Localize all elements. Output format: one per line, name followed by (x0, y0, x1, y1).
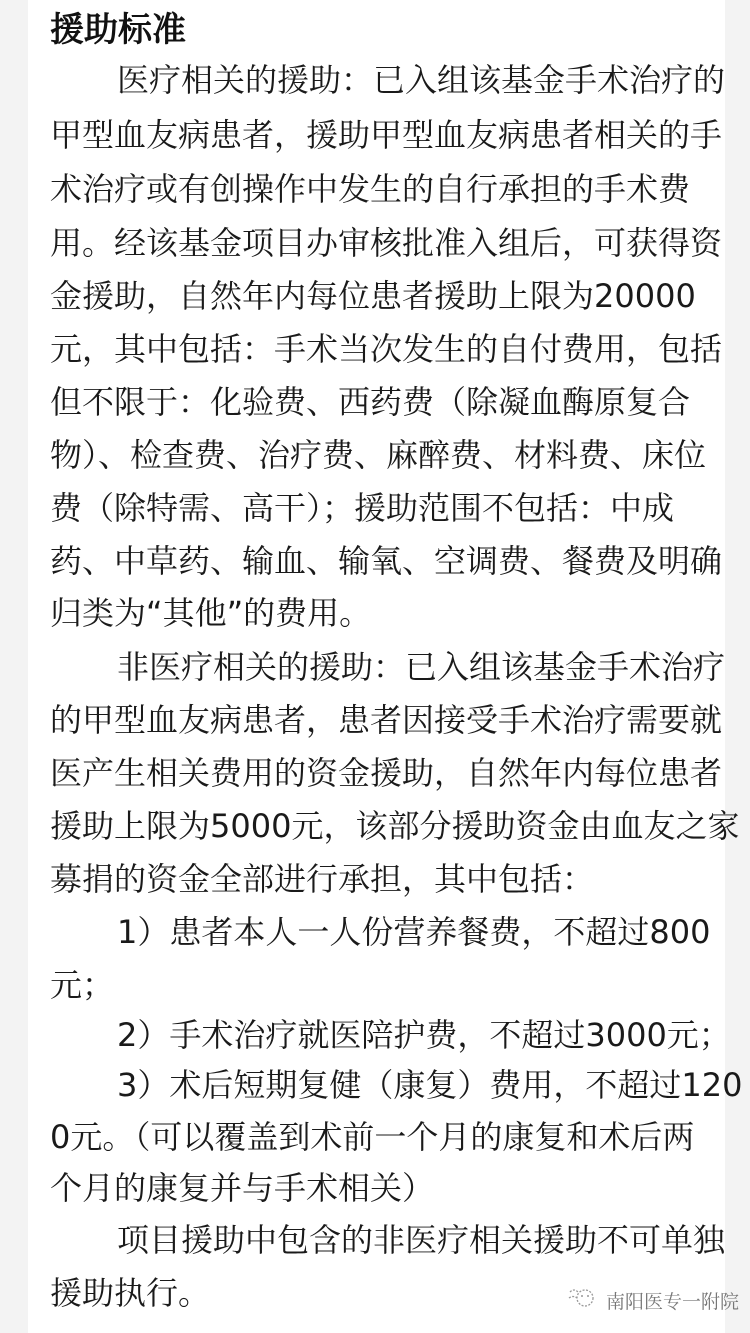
wechat-official-account-icon (566, 1286, 598, 1315)
paragraph-line: 援助执行。 (50, 1274, 211, 1312)
watermark-text: 南阳医专一附院 (606, 1291, 740, 1313)
paragraph-line: 药、中草药、输血、输氧、空调费、餐费及明确 (50, 542, 723, 580)
paragraph-line: 元，其中包括：手术当次发生的自付费用，包括 (50, 330, 723, 368)
paragraph-line: 援助上限为5000元，该部分援助资金由血友之家 (50, 807, 740, 845)
paragraph-line: 医疗相关的援助：已入组该基金手术治疗的 (117, 61, 726, 99)
paragraph-line: 甲型血友病患者，援助甲型血友病患者相关的手 (50, 116, 723, 154)
paragraph-line: 项目援助中包含的非医疗相关援助不可单独 (117, 1221, 726, 1259)
paragraph-line: 募捐的资金全部进行承担，其中包括： (50, 860, 595, 898)
list-item-line: 元； (50, 966, 115, 1004)
list-item-line: 个月的康复并与手术相关） (50, 1169, 435, 1207)
paragraph-line: 用。经该基金项目办审核批准入组后，可获得资 (50, 224, 723, 262)
paragraph-line: 术治疗或有创操作中发生的自行承担的手术费 (50, 170, 691, 208)
paragraph-line: 医产生相关费用的资金援助，自然年内每位患者 (50, 754, 723, 792)
paragraph-line: 归类为“其他”的费用。 (50, 594, 372, 632)
list-item-line: 2）手术治疗就医陪护费，不超过3000元； (117, 1016, 731, 1054)
paragraph-line: 的甲型血友病患者，患者因接受手术治疗需要就 (50, 701, 723, 739)
section-title: 援助标准 (50, 10, 186, 50)
paragraph-line: 费（除特需、高干）；援助范围不包括：中成 (50, 489, 675, 527)
list-item-line: 1）患者本人一人份营养餐费，不超过800 (117, 913, 711, 951)
paragraph-line: 物）、检查费、治疗费、麻醉费、材料费、床位 (50, 436, 707, 474)
list-item-line: 3）术后短期复健（康复）费用，不超过120 (117, 1066, 743, 1104)
paragraph-line: 金援助，自然年内每位患者援助上限为20000 (50, 277, 696, 315)
paragraph-line: 但不限于：化验费、西药费（除凝血酶原复合 (50, 383, 691, 421)
watermark (566, 1286, 739, 1315)
paragraph-line: 非医疗相关的援助：已入组该基金手术治疗 (117, 648, 726, 686)
list-item-line: 0元。（可以覆盖到术前一个月的康复和术后两 (50, 1118, 695, 1156)
